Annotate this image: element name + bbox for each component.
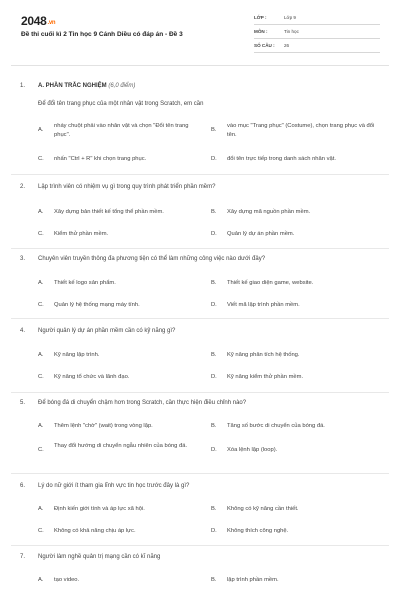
- option-letter: A.: [38, 209, 44, 215]
- question-divider: [11, 248, 389, 249]
- question-divider: [11, 473, 389, 474]
- logo-main: 2048: [21, 14, 47, 28]
- option-text: nhấn "Ctrl + R" khi chọn trang phục.: [54, 156, 147, 162]
- option-letter: A.: [38, 280, 44, 286]
- question-stem: Để đổi tên trang phục của một nhân vật trong Scratch, em cần: [38, 101, 204, 107]
- option-letter: B.: [211, 280, 217, 286]
- question-stem: Người quản lý dự án phần mềm cần có kỹ năng gì?: [38, 328, 176, 334]
- section-heading: [38, 83, 135, 89]
- option-text: tạo video.: [54, 577, 80, 583]
- option-text: Thiết kế logo sản phẩm.: [54, 280, 116, 286]
- option-text: Thay đổi hướng di chuyển ngẫu nhiên của bóng đá.: [54, 443, 188, 449]
- option-letter: A.: [38, 352, 44, 358]
- option-text: Định kiến giới tính và áp lực xã hội.: [54, 506, 145, 512]
- section-points: (6,0 điểm): [108, 83, 136, 89]
- meta-value: Tin học: [284, 29, 299, 34]
- question-number: 6.: [20, 483, 26, 489]
- option-text: nháy chuột phải vào nhân vật và chọn "Đổi tên trang phục".: [54, 123, 189, 138]
- option-text: Quản lý dự án phần mềm.: [227, 231, 295, 237]
- option-letter: D.: [211, 374, 217, 380]
- question-stem: Người làm nghề quản trị mạng cần có kĩ năng: [38, 554, 161, 560]
- option-text: Không thích công nghệ.: [227, 528, 289, 534]
- option-text: vào mục "Trang phục" (Costume), chọn trang phục và đổi tên.: [227, 123, 375, 138]
- option-text: Viết mã lập trình phần mềm.: [227, 302, 300, 308]
- option-text: Quản lý hệ thống mạng máy tính.: [54, 302, 140, 308]
- question-divider: [11, 318, 389, 319]
- option-text: đổi tên trực tiếp trong danh sách nhân vật.: [227, 156, 336, 162]
- question-number: 3.: [20, 256, 26, 262]
- question-divider: [11, 174, 389, 175]
- section-title: A. PHẦN TRẮC NGHIỆM: [38, 83, 107, 89]
- option-text: Kỹ năng phân tích hệ thống.: [227, 352, 300, 358]
- option-letter: B.: [211, 423, 217, 429]
- option-letter: A.: [38, 127, 44, 133]
- option-letter: D.: [211, 156, 217, 162]
- option-letter: D.: [211, 302, 217, 308]
- question-stem: Chuyên viên truyền thông đa phương tiện có thể làm những công việc nào dưới đây?: [38, 256, 266, 262]
- option-letter: B.: [211, 506, 217, 512]
- option-text: Tăng số bước di chuyển của bóng đá.: [227, 423, 325, 429]
- meta-key: MÔN :: [254, 29, 268, 34]
- option-letter: D.: [211, 231, 217, 237]
- option-letter: A.: [38, 506, 44, 512]
- question-number: 2.: [20, 184, 26, 190]
- option-letter: B.: [211, 577, 217, 583]
- option-letter: C.: [38, 231, 44, 237]
- question-stem: Để bóng đá di chuyển chậm hơn trong Scratch, cần thực hiện điều chỉnh nào?: [38, 400, 247, 406]
- question-divider: [11, 392, 389, 393]
- meta-key: LỚP :: [254, 15, 267, 20]
- option-text: Kiểm thử phần mềm.: [54, 231, 109, 237]
- option-letter: B.: [211, 209, 217, 215]
- option-letter: B.: [211, 352, 217, 358]
- document-title: Đề thi cuối kì 2 Tin học 9 Cánh Diều có đáp án - Đề 3: [21, 31, 183, 38]
- option-text: Không có kỹ năng cần thiết.: [227, 506, 299, 512]
- option-letter: C.: [38, 156, 44, 162]
- question-number: 1.: [20, 83, 26, 89]
- option-letter: C.: [38, 528, 44, 534]
- question-divider: [11, 545, 389, 546]
- meta-value: 26: [284, 43, 290, 48]
- meta-key: SỐ CÂU :: [254, 43, 275, 48]
- option-text: Kỹ năng lập trình.: [54, 352, 100, 358]
- meta-value: Lớp 9: [284, 15, 296, 20]
- question-stem: Lý do nữ giới ít tham gia lĩnh vực tin học trước đây là gì?: [38, 483, 190, 489]
- option-text: Thêm lệnh "chờ" (wait) trong vòng lặp.: [54, 423, 153, 429]
- question-number: 4.: [20, 328, 26, 334]
- option-text: Xây dựng mã nguồn phần mềm.: [227, 209, 311, 215]
- question-stem: Lập trình viên có nhiệm vụ gì trong quy trình phát triển phần mềm?: [38, 184, 216, 190]
- option-letter: C.: [38, 302, 44, 308]
- option-text: Xây dựng bản thiết kế tổng thể phần mềm.: [54, 209, 164, 215]
- question-number: 5.: [20, 400, 26, 406]
- option-letter: A.: [38, 577, 44, 583]
- option-letter: D.: [211, 528, 217, 534]
- option-text: Xóa lệnh lặp (loop).: [227, 447, 278, 453]
- option-text: Thiết kế giao diện game, website.: [227, 280, 314, 286]
- option-letter: A.: [38, 423, 44, 429]
- question-number: 7.: [20, 554, 26, 560]
- option-letter: B.: [211, 127, 217, 133]
- option-text: lập trình phần mềm.: [227, 577, 279, 583]
- option-letter: C.: [38, 374, 44, 380]
- option-text: Không có khả năng chịu áp lực.: [54, 528, 136, 534]
- option-text: Kỹ năng tổ chức và lãnh đạo.: [54, 374, 130, 380]
- option-letter: D.: [211, 447, 217, 453]
- logo-suffix: .vn: [47, 20, 56, 26]
- option-text: Kỹ năng kiểm thử phần mềm.: [227, 374, 304, 380]
- option-letter: C.: [38, 447, 44, 453]
